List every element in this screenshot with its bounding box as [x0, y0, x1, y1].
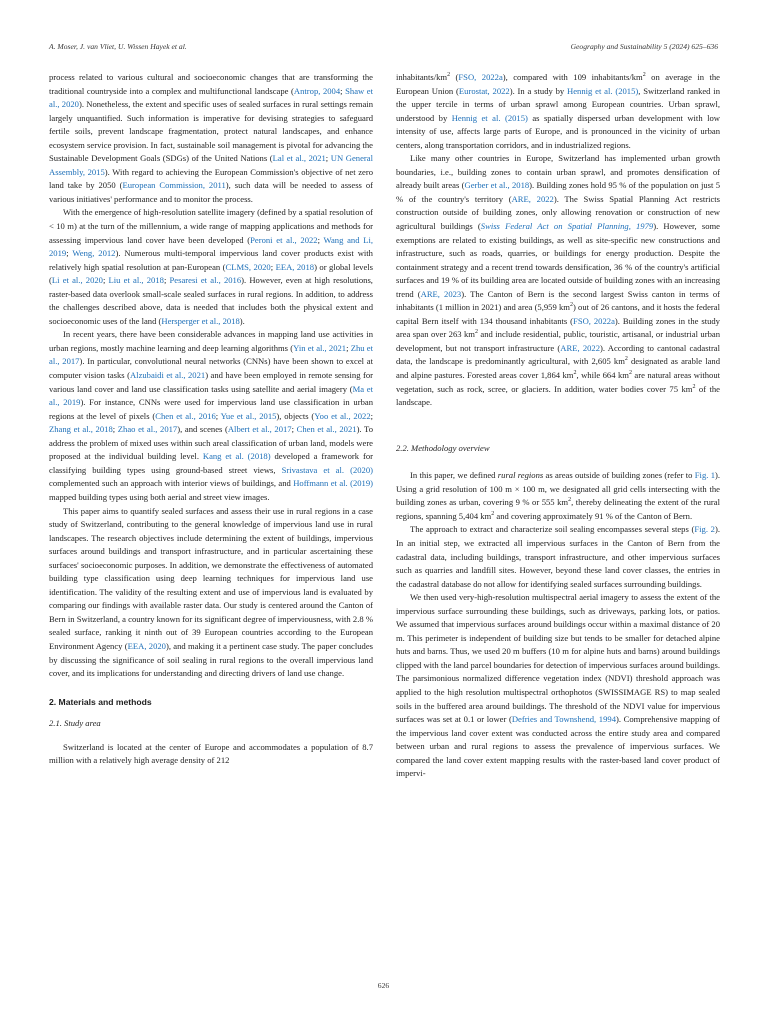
citation-link[interactable]: Chen et al., 2016	[155, 410, 216, 421]
citation-link[interactable]: Srivastava et al. (2020)	[281, 464, 373, 475]
citation-link[interactable]: Eurostat, 2022	[458, 85, 510, 96]
citation-link[interactable]: Li et al., 2020	[51, 275, 103, 286]
citation-link[interactable]: FSO, 2022a	[458, 72, 503, 82]
citation-link[interactable]: Chen et al., 2021	[296, 424, 357, 435]
citation-link[interactable]: Zhao et al., 2017	[117, 424, 178, 435]
citation-link[interactable]: European Commission, 2011	[122, 180, 226, 191]
citation-link[interactable]: Kang et al. (2018)	[202, 451, 271, 462]
citation-link[interactable]: Antrop, 2004	[293, 85, 341, 96]
citation-link[interactable]: FSO, 2022a	[573, 315, 615, 326]
citation-link[interactable]: Gerber et al., 2018	[464, 180, 530, 191]
citation-link[interactable]: Yue et al., 2015	[220, 410, 277, 421]
paragraph: In this paper, we defined rural regions as areas outside of building zones (refer to Fig. 1). Using a grid resolution of 100 m × 100 m, we designated all grid cells intersecting with the building zones as urban, covering 9 % or 555 $km^2$, thereby delineating the extent of the rural regions, spanning 5,404 $km^2$ and covering approximately 91 % of the Canton of Bern.	[396, 470, 721, 521]
paragraph: Switzerland is located at the center of Europe and accommodates a population of 8.7 million with a relatively high average density of 212	[49, 741, 373, 766]
citation-link[interactable]: EEA, 2018	[275, 261, 315, 272]
citation-link[interactable]: Alzubaidi et al., 2021	[129, 370, 206, 381]
figure-link[interactable]: Fig. 2	[694, 524, 715, 535]
citation-link[interactable]: Shaw et al., 2020	[49, 85, 373, 110]
left-column	[49, 71, 373, 768]
section-heading: 2. Materials and methods	[49, 696, 152, 707]
citation-link[interactable]: Wang and Li, 2019	[49, 234, 373, 259]
citation-link[interactable]: UN General Assembly, 2015	[49, 153, 373, 177]
paragraph: inhabitants/$km^2$ (FSO, 2022a), compared with 109 inhabitants/$km^2$ on average in the European Union (Eurostat, 2022). In a study by Hennig et al. (2015), Switzerland ranked in the upper tercile in terms of urban sprawl among European countries. Urban sprawl, understood by Hennig et al. (2015) as spatially dispersed urban development with low intensity of use, affects large parts of Europe, and is pronounced in the vicinity of urban centers, along transportation corridors, and in industrialized regions.	[396, 72, 720, 150]
running-head-authors: A. Moser, J. van Vliet, U. Wissen Hayek et al.	[49, 42, 187, 51]
paragraph: We then used very-high-resolution multispectral aerial imagery to assess the extent of the impervious surface surrounding these buildings, such as driveways, parking lots, or patios. We assumed that impervious surfaces around buildings occur within a maximal distance of 20 m. This perimeter is independent of building size but tends to be smaller for detached alpine huts and barns. Thus, we used 20 m buffers (10 m for alpine huts and barns) around buildings clipped with the land parcel boundaries for detection of impervious surfaces around buildings. The parsimonious normalized difference vegetation index (NDVI) threshold approach was applied to the high resolution multispectral orthophotos (SWISSIMAGE RS) to map sealed soils in the buffered area around buildings. The threshold of the NDVI value for impervious surfaces was set at 0.1 or lower (Defries and Townshend, 1994). Comprehensive mapping of the impervious land cover extent was conducted across the entire study area and compared between urban and rural regions to assess the prevalence of impervious surfaces. We compared the land cover extent mapping results with the raster-based land cover product of impervi-	[396, 592, 720, 779]
citation-link[interactable]: Zhu et al., 2017	[49, 342, 374, 367]
paragraph: process related to various cultural and socioeconomic changes that are transforming the traditional countryside into a complex and multifunctional landscape (Antrop, 2004; Shaw et al., 2020). Nonetheless, the extent and specific uses of sealed surfaces in rural settings remain largely unquantified. Such information is imperative for devising strategies to safeguard fertile soils, prevent landscape fragmentation, protect natural landscapes, and enhance ecosystem service provision. In fact, sustainable soil management is pivotal for advancing the Sustainable Development Goals (SDGs) of the United Nations (Lal et al., 2021; UN General Assembly, 2015). With regard to achieving the European Commission's objective of net zero land take by 2050 (European Commission, 2011), such data will be needed to assess of various initiatives' performance and to monitor the process.	[49, 72, 373, 204]
paragraph: Like many other countries in Europe, Switzerland has implemented urban growth boundaries, i.e., building zones to contain urban sprawl, and promotes densification of already built areas (Gerber et al., 2018). Building zones hold 95 % of the population on just 5 % of the country's territory (ARE, 2022). The Swiss Spatial Planning Act restricts construction outside of building zones, only allowing renovation or construction of new agricultural buildings (Swiss Federal Act on Spatial Planning, 1979). However, some exemptions are related to existing buildings, as well as site-specific new constructions and infrastructure, such as roads, quarries, or buildings for energy production. Despite the containment strategy and a recent trend towards densification, 36 % of the country's artificial surfaces and 19 % of its building area are located outside of building zones with an increasing trend (ARE, 2023). The Canton of Bern is the second largest Swiss canton in terms of inhabitants (1 million in 2021) and area (5,959 $km^2$) out of 26 cantons, and it hosts the federal capital Bern itself with 134 thousand inhabitants (FSO, 2022a). Building zones in the study area span over 263 $km^2$ and include residential, public, touristic, artisanal, or industrial urban development, but not transport infrastructure (ARE, 2022). According to cantonal cadastral data, the landscape is predominantly agricultural, with 2,605 $km^2$ designated as arable land and alpine pastures. Forested areas cover 1,864 $km^2$, while 664 $km^2$ are natural areas without vegetation, such as rock, scree, or glaciers. In addition, water bodies cover 75 $km^2$ of the landscape.	[396, 153, 721, 408]
citation-link[interactable]: CLMS, 2020	[225, 261, 271, 272]
paragraph: With the emergence of high-resolution satellite imagery (defined by a spatial resolution of < 10 m) at the turn of the millennium, a wide range of mapping applications and methods for assessing impervious land cover have been developed (Peroni et al., 2022; Wang and Li, 2019; Weng, 2012). Numerous multi-temporal impervious land cover products exist with relatively high spatial resolution at pan-European (CLMS, 2020; EEA, 2018) or global levels (Li et al., 2020; Liu et al., 2018; Pesaresi et al., 2016). However, even at high resolutions, raster-based data overlook small-scale sealed surfaces in rural regions. In addition, to address the challenges described above, data is needed that includes both the physical extent and socioeconomic uses of the land (Hersperger et al., 2018).	[49, 207, 373, 326]
page-number: 626	[377, 981, 390, 990]
figure-link[interactable]: Fig. 1	[694, 470, 715, 481]
citation-link[interactable]: EEA, 2020	[127, 640, 166, 651]
citation-link[interactable]: ARE, 2023	[420, 288, 462, 299]
citation-link[interactable]: Swiss Federal Act on Spatial Planning, 1979	[480, 221, 654, 232]
citation-link[interactable]: Zhang et al., 2018	[49, 424, 113, 435]
paragraph: The approach to extract and characterize soil sealing encompasses several steps (Fig. 2). In an initial step, we extracted all impervious surfaces in the Canton of Bern from the cadastral data, including buildings, transport infrastructure, and other impervious surfaces such as quarries and landfill sites. However, beyond these land cover classes, the entries in the cadastral database do not allow for identifying sealed surfaces surrounding buildings.	[396, 524, 720, 589]
citation-link[interactable]: Hoffmann et al. (2019)	[293, 478, 373, 489]
citation-link[interactable]: Pesaresi et al., 2016	[169, 275, 242, 286]
citation-link[interactable]: ARE, 2022	[560, 342, 601, 353]
citation-link[interactable]: ARE, 2022	[511, 193, 554, 204]
running-head-journal: Geography and Sustainability 5 (2024) 625–636	[570, 42, 718, 51]
running-head	[49, 42, 718, 51]
right-column	[396, 71, 720, 781]
paragraph: This paper aims to quantify sealed surfaces and assess their use in rural regions in a case study of Switzerland, contributing to the general knowledge of impervious land use in rural landscapes. The research objectives include determining the extent of buildings, impervious surfaces around buildings and transport infrastructure, and in particular ascertaining these surfaces' socioeconomic purposes. In addition, we demonstrate the effectiveness of automated building type classification using deep learning techniques for impervious land use identification. The validity of the resulting extent and use of impervious land is evaluated by comparing our findings with available raster data. Our study is centered around the Canton of Bern in Switzerland, a country known for its significant degree of imperviousness, with 2.8 % sealed surface, ranking it ninth out of 39 European countries according to the European Environment Agency (EEA, 2020), and making it a pertinent case study. The paper concludes by discussing the significance of soil sealing in rural regions to the overall impervious land cover, and its implications for understanding and directing drivers of land use change.	[49, 505, 374, 679]
subsection-heading: 2.1. Study area	[49, 718, 101, 729]
citation-link[interactable]: Peroni et al., 2022	[250, 234, 318, 245]
paragraph: In recent years, there have been considerable advances in mapping land use activities in urban regions, mostly machine learning and deep learning algorithms (Yin et al., 2021; Zhu et al., 2017). In particular, convolutional neural networks (CNNs) have been shown to excel at computer vision tasks (Alzubaidi et al., 2021) and have been employed in remote sensing for various land cover and land use classification tasks using satellite and aerial imagery (Ma et al., 2019). For instance, CNNs were used for impervious land use classification in urban regions at the level of pixels (Chen et al., 2016; Yue et al., 2015), objects (Yoo et al., 2022; Zhang et al., 2018; Zhao et al., 2017), and scenes (Albert et al., 2017; Chen et al., 2021). To address the problem of mixed uses within such areal classification of urban land, models were proposed at the individual building level. Kang et al. (2018) developed a framework for classifying building types using ground-based street views, Srivastava et al. (2020) complemented such an approach with interior views of buildings, and Hoffmann et al. (2019) mapped building types using both aerial and street view images.	[49, 329, 374, 502]
citation-link[interactable]: Ma et al., 2019	[49, 383, 373, 408]
citation-link[interactable]: Yin et al., 2021	[293, 342, 347, 353]
citation-link[interactable]: Weng, 2012	[72, 248, 116, 259]
citation-link[interactable]: Hersperger et al., 2018	[161, 315, 240, 326]
citation-link[interactable]: Lal et al., 2021	[272, 153, 326, 164]
citation-link[interactable]: Hennig et al. (2015)	[567, 85, 639, 96]
citation-link[interactable]: Hennig et al. (2015)	[451, 112, 528, 123]
citation-link[interactable]: Yoo et al., 2022	[314, 410, 371, 421]
citation-link[interactable]: Albert et al., 2017	[227, 424, 292, 435]
citation-link[interactable]: Liu et al., 2018	[108, 275, 164, 286]
subsection-heading: 2.2. Methodology overview	[396, 442, 490, 453]
citation-link[interactable]: Defries and Townshend, 1994	[511, 714, 616, 725]
